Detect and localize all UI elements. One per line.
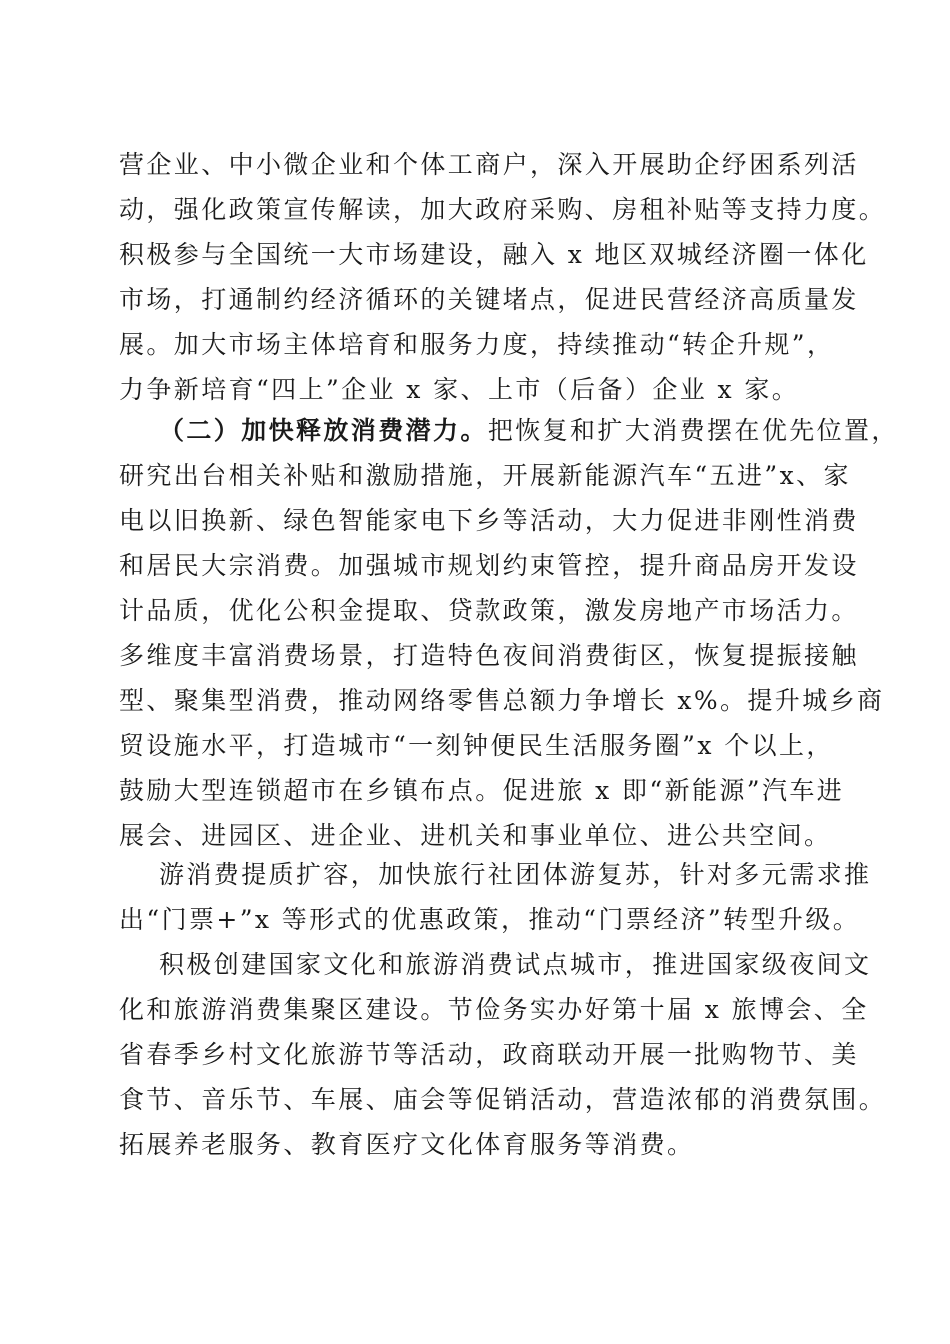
text-line: 研究出台相关补贴和激励措施，开展新能源汽车“五进”x、家 — [119, 461, 851, 490]
text-line: 型、聚集型消费，推动网络零售总额力争增长 x%。提升城乡商 — [119, 686, 885, 715]
paragraph-3 — [119, 852, 872, 942]
text-line: 展会、进园区、进企业、进机关和事业单位、进公共空间。 — [119, 821, 832, 850]
paragraph-1 — [119, 142, 887, 412]
text-line: 贸设施水平，打造城市“一刻钟便民生活服务圈”x 个以上， — [119, 731, 834, 760]
text-line: 拓展养老服务、教育医疗文化体育服务等消费。 — [119, 1130, 695, 1159]
text-line: 积极参与全国统一大市场建设，融入 x 地区双城经济圈一体化 — [119, 240, 869, 269]
text-line: 计品质，优化公积金提取、贷款政策，激发房地产市场活力。 — [119, 596, 859, 625]
text-line: 游消费提质扩容，加快旅行社团体游复苏，针对多元需求推 — [159, 860, 872, 889]
paragraph-first-line — [119, 408, 899, 453]
text-line: 力争新培育“四上”企业 x 家、上市（后备）企业 x 家。 — [119, 375, 800, 404]
text-line: 电以旧换新、绿色智能家电下乡等活动，大力促进非刚性消费 — [119, 506, 859, 535]
text-line: 鼓励大型连锁超市在乡镇布点。促进旅 x 即“新能源”汽车进 — [119, 776, 845, 805]
text-line: 积极创建国家文化和旅游消费试点城市，推进国家级夜间文 — [159, 950, 872, 979]
text-line: 多维度丰富消费场景，打造特色夜间消费街区，恢复提振接触 — [119, 641, 859, 670]
text-line: 动，强化政策宣传解读，加大政府采购、房租补贴等支持力度。 — [119, 195, 887, 224]
text-line: 出“门票+”x 等形式的优惠政策，推动“门票经济”转型升级。 — [119, 905, 861, 934]
text-line: 市场，打通制约经济循环的关键堵点，促进民营经济高质量发 — [119, 285, 859, 314]
text-line: 把恢复和扩大消费摆在优先位置， — [487, 416, 899, 445]
text-line: 和居民大宗消费。加强城市规划约束管控，提升商品房开发设 — [119, 551, 859, 580]
text-line: 展。加大市场主体培育和服务力度，持续推动“转企升规”， — [119, 330, 835, 359]
text-line: 省春季乡村文化旅游节等活动，政商联动开展一批购物节、美 — [119, 1040, 859, 1069]
paragraph-2 — [119, 408, 899, 858]
text-line: 营企业、中小微企业和个体工商户，深入开展助企纾困系列活 — [119, 150, 859, 179]
text-line: 化和旅游消费集聚区建设。节俭务实办好第十届 x 旅博会、全 — [119, 995, 869, 1024]
section-heading: （二）加快释放消费潜力。 — [159, 416, 488, 445]
text-line: 食节、音乐节、车展、庙会等促销活动，营造浓郁的消费氛围。 — [119, 1085, 887, 1114]
paragraph-4 — [119, 942, 887, 1167]
